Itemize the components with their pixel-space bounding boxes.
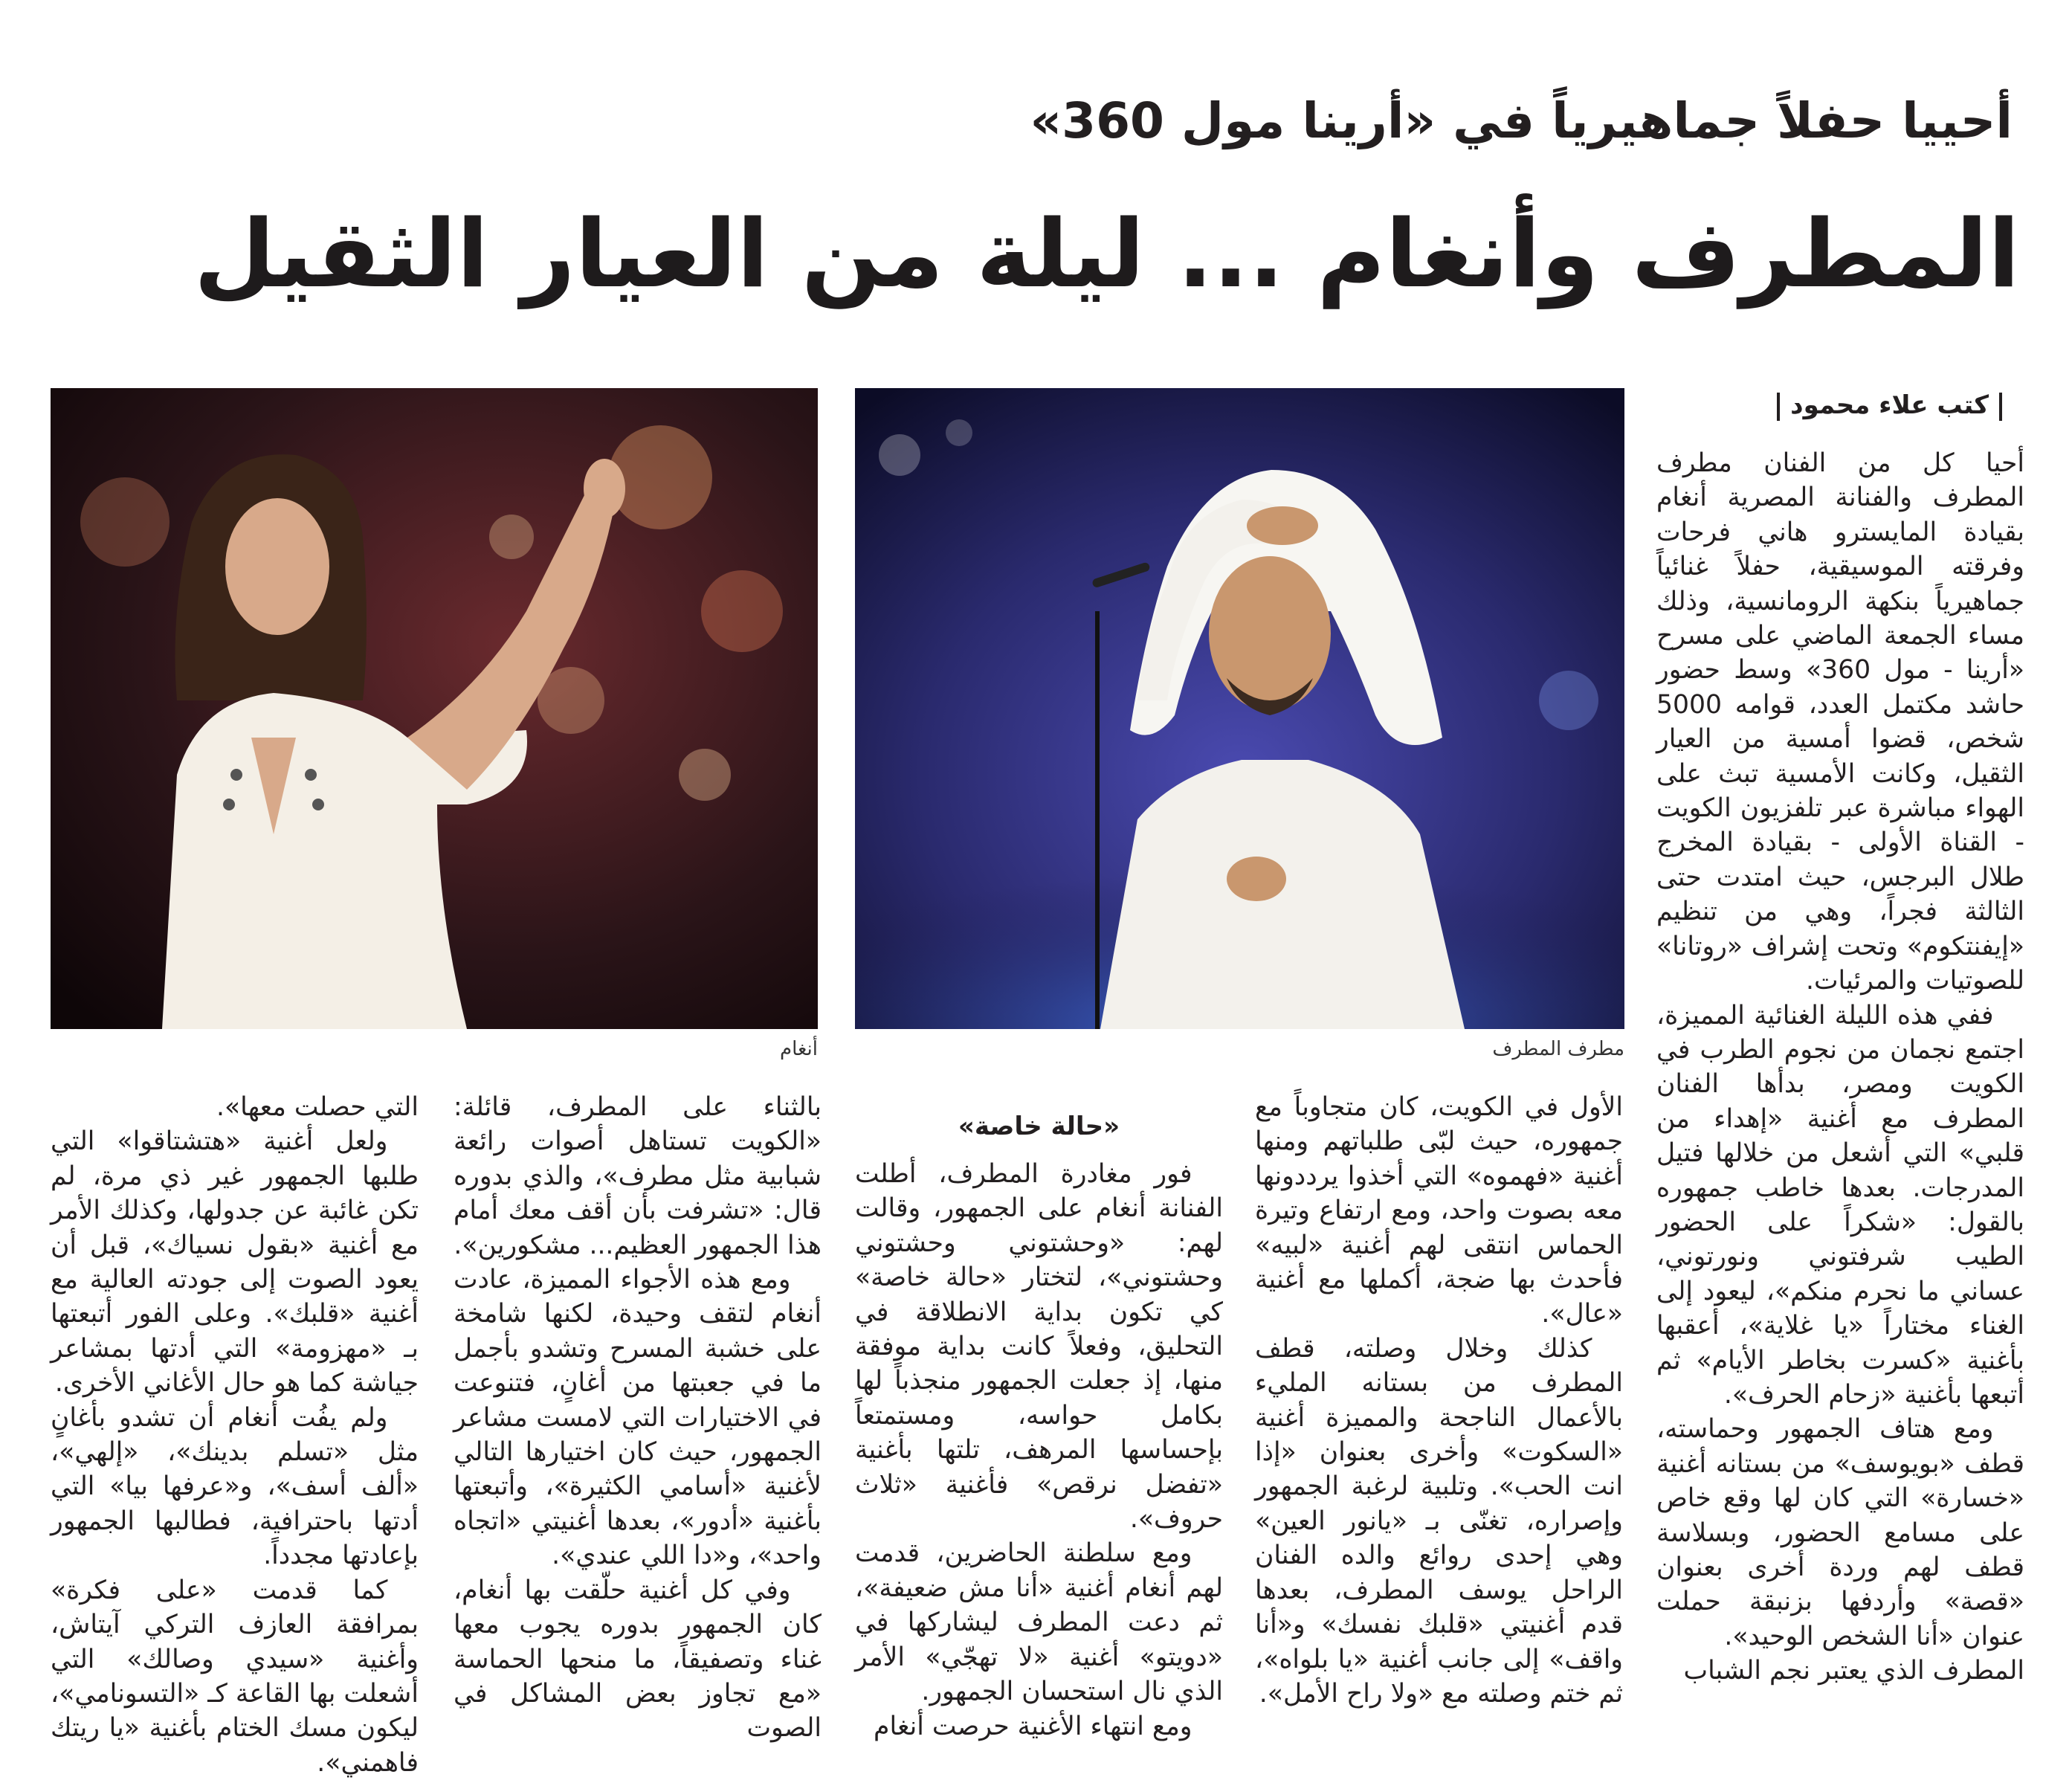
photo-mutref-illustration: [855, 388, 1624, 1029]
byline-bar-left: [1777, 393, 1780, 421]
article-headline: المطرف وأنغام ... ليلة من العيار الثقيل: [193, 199, 2020, 309]
article-column-2: [1255, 1090, 1623, 1744]
paragraph: وفي كل أغنية حلّقت بها أنغام، كان الجمهور بدوره يجوب معها غناء وتصفيقاً، ما منحها الحماسة «مع تجاوز بعض المشاكل في الصوت: [454, 1575, 822, 1744]
paragraph: كما قدمت «على فكرة» بمرافقة العازف التركي آيتاش، وأغنية «سيدي وصالك» التي أشعلت بها القاعة كـ «التسونامي»، ليكون مسك الختام بأغنية «يا ريتك فاهمني».: [51, 1575, 419, 1778]
photo-angham: [51, 388, 818, 1029]
paragraph: ومع سلطنة الحاضرين، قدمت لهم أنغام أغنية «أنا مش ضعيفة»، ثم دعت المطرف ليشاركها في «دويتو» أغنية «لا تهجّي» الأمر الذي نال استحسان الجمهور.: [855, 1538, 1223, 1707]
article-column-1: [1656, 446, 2024, 1740]
photo-angham-illustration: [51, 388, 818, 1029]
paragraph: ففي هذه الليلة الغنائية المميزة، اجتمع نجمان من نجوم الطرب في الكويت ومصر، بدأها الفنان المطرف مع أغنية «إهداء من قلبي» التي أشعل من خلالها فتيل المدرجات. بعدها خاطب جمهوره بالقول: «شكراً على الحضور الطيب شرفتوني ونورتوني، عساني ما نحرم منكم»، ليعود إلى الغناء مختاراً «يا غلاية»، أعقبها بأغنية «كسرت بخاطر الأيام» ثم أتبعها بأغنية «زحام الحرف».: [1656, 1000, 2024, 1410]
paragraph: كذلك وخلال وصلته، قطف المطرف من بستانه المليء بالأعمال الناجحة والمميزة أغنية «السكوت» وأخرى بعنوان «إذا انت الحب». وتلبية لرغبة الجمهور وإصراره، تغنّى بـ «يانور العين» وهي إحدى روائع والده الفنان الراحل يوسف المطرف، بعدها قدم أغنيتي «قلبك نفسك» و«أنا واقف» إلى جانب أغنية «يا بلواه»، ثم ختم وصلته مع «ولا راح الأمل».: [1255, 1333, 1623, 1709]
photo-caption-mutref: مطرف المطرف: [1492, 1038, 1624, 1060]
paragraph: أحيا كل من الفنان مطرف المطرف والفنانة المصرية أنغام بقيادة المايسترو هاني فرحات وفرقته الموسيقية، حفلاً غنائياً جماهيرياً بنكهة الرومانسية، وذلك مساء الجمعة الماضي على مسرح «أرينا - مول 360» وسط حضور حاشد مكتمل العدد، قوامه 5000 شخص، قضوا أمسية من العيار الثقيل، وكانت الأمسية تبث على الهواء مباشرة عبر تلفزيون الكويت - القناة الأولى - بقيادة المخرج طلال البرجس، حيث امتدت حتى الثالثة فجراً، وهي من تنظيم «إيفنتكوم» وتحت إشراف «روتانا» للصوتيات والمرئيات.: [1656, 448, 2024, 996]
paragraph: فور مغادرة المطرف، أطلت الفنانة أنغام على الجمهور، وقالت لهم: «وحشتوني وحشتوني وحشتوني»، لتختار «حالة خاصة» كي تكون بداية الانطلاقة في التحليق، وفعلاً كانت بداية موفقة منها، إذ جعلت الجمهور منجذباً لها بكامل حواسه، ومستمتعاً بإحساسها المرهف، تلتها بأغنية «تفضل نرقص» فأغنية «ثلاث حروف».: [855, 1159, 1223, 1535]
article-column-5: [51, 1090, 419, 1778]
paragraph: التي حصلت معها».: [216, 1092, 419, 1122]
article-column-4: [454, 1090, 822, 1744]
paragraph: ومع انتهاء الأغنية حرصت أنغام: [874, 1711, 1192, 1741]
paragraph: المطرف الذي يعتبر نجم الشباب: [1683, 1656, 2024, 1686]
section-subheading: «حالة خاصة»: [958, 1112, 1120, 1141]
byline-bar-right: [1999, 393, 2002, 421]
paragraph: ولعل أغنية «هتشتاقوا» التي طلبها الجمهور غير ذي مرة، لم تكن غائبة عن جدولها، وكذلك الأمر مع أغنية «بقول نسياك»، قبل أن يعود الصوت إلى جودته العالية مع أغنية «قلبك». وعلى الفور أتبعتها بـ «مهزومة» التي أدتها بمشاعر جياشة كما هو حال الأغاني الأخرى.: [51, 1126, 419, 1399]
paragraph: الأول في الكويت، كان متجاوباً مع جمهوره، حيث لبّى طلباتهم ومنها أغنية «فهموه» التي أخذوا يرددونها معه بصوت واحد، ومع ارتفاع وتيرة الحماس انتقى لهم أغنية «لبيه» فأحدث بها ضجة، أكملها مع أغنية «عال».: [1255, 1092, 1623, 1329]
article-kicker: أحييا حفلاً جماهيرياً في «أرينا مول 360»: [1030, 92, 2013, 149]
article-column-3: [855, 1157, 1223, 1744]
paragraph: ومع هذه الأجواء المميزة، عادت أنغام لتقف وحيدة، لكنها شامخة على خشبة المسرح وتشدو بأجمل ما في جعبتها من أغانٍ، فتنوعت في الاختيارات التي لامست مشاعر الجمهور، حيث كان اختيارها التالي لأغنية «أسامي الكثيرة»، وأتبعتها بأغنية «أدور»، بعدها أغنيتي «اتجاه واحد»، و«دا اللي عندي».: [454, 1265, 822, 1571]
paragraph: ولم يفُت أنغام أن تشدو بأغانٍ مثل «تسلم بدينك»، «إلهي»، «ألف أسف»، و«عرفها بيا» التي أدتها باحترافية، فطالبها الجمهور بإعادتها مجدداً.: [51, 1402, 419, 1571]
byline-text: كتب علاء محمود: [1790, 390, 1989, 420]
paragraph: ومع هتاف الجمهور وحماسته، قطف «بويوسف» من بستانه أغنية «خسارة» التي كان لها وقع خاص على مسامع الحضور، وبسلاسة قطف لهم وردة أخرى بعنوان «قصة» وأردفها بزنبقة حملت عنوان «أنا الشخص الوحيد».: [1656, 1414, 2024, 1651]
photo-mutref-al-mutref: [855, 388, 1624, 1029]
paragraph: بالثناء على المطرف، قائلة: «الكويت تستاهل أصوات رائعة شبابية مثل مطرف»، والذي بدوره قال: «تشرفت بأن أقف معك أمام هذا الجمهور العظيم... مشكورين».: [454, 1092, 822, 1260]
photo-caption-angham: أنغام: [779, 1038, 818, 1060]
